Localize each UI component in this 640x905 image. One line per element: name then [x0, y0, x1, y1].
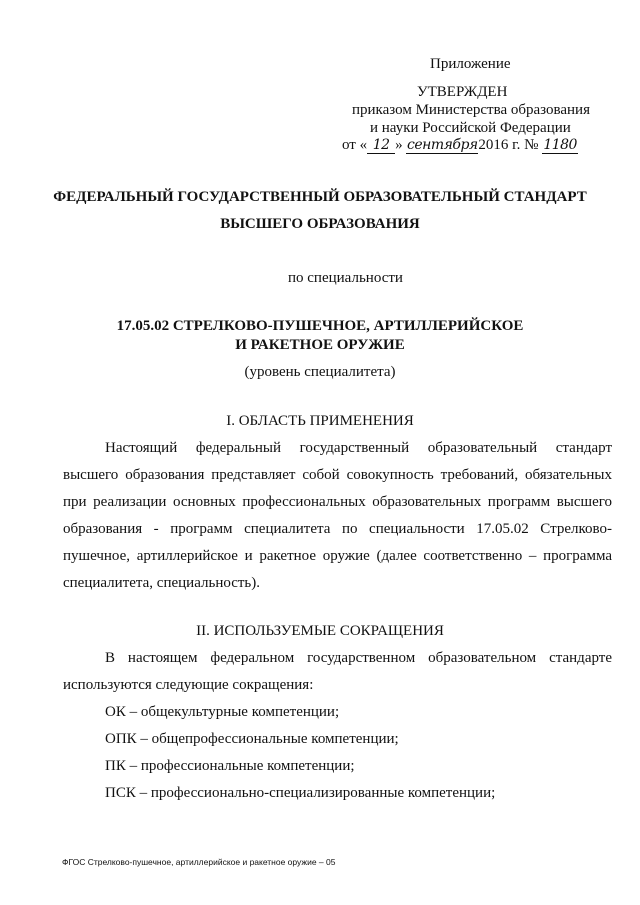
document-title-line-1: ФЕДЕРАЛЬНЫЙ ГОСУДАРСТВЕННЫЙ ОБРАЗОВАТЕЛЬНЫЙ СТАНДАРТ [53, 189, 587, 205]
approved-label: УТВЕРЖДЕН [417, 84, 508, 100]
abbreviation-item-pk: ПК – профессиональные компетенции; [105, 758, 355, 774]
abbreviation-item-opk: ОПК – общепрофессиональные компетенции; [105, 731, 399, 747]
section-1-line-1: Настоящий федеральный государственный образовательный стандарт [105, 440, 612, 456]
order-line-1: приказом Министерства образования [352, 102, 590, 118]
abbreviation-item-psk: ПСК – профессионально-специализированные компетенции; [105, 785, 496, 801]
abbreviation-item-ok: ОК – общекультурные компетенции; [105, 704, 340, 720]
order-day: 12 [367, 138, 395, 154]
order-number: 1180 [543, 137, 577, 153]
section-1-line-3: при реализации основных профессиональных образовательных программ высшего [63, 494, 612, 510]
date-year: 2016 г. № [478, 137, 539, 153]
section-2-heading: II. ИСПОЛЬЗУЕМЫЕ СОКРАЩЕНИЯ [196, 623, 444, 639]
order-line-2: и науки Российской Федерации [370, 120, 571, 136]
section-1-line-4: образования - программ специалитета по специальности 17.05.02 Стрелково- [63, 521, 612, 537]
section-2-intro-line-2: используются следующие сокращения: [63, 677, 314, 693]
section-1-line-6: специалитета, специальность). [63, 575, 261, 591]
specialty-line-1: 17.05.02 СТРЕЛКОВО-ПУШЕЧНОЕ, АРТИЛЛЕРИЙСКОЕ [116, 318, 524, 334]
date-prefix: от « [342, 137, 368, 153]
order-date-line [342, 137, 578, 154]
section-1-heading: I. ОБЛАСТЬ ПРИМЕНЕНИЯ [226, 413, 414, 429]
by-specialty-label: по специальности [288, 270, 403, 286]
date-mid: » [395, 137, 403, 153]
document-title-line-2: ВЫСШЕГО ОБРАЗОВАНИЯ [220, 216, 420, 232]
specialty-line-2: И РАКЕТНОЕ ОРУЖИЕ [235, 337, 405, 353]
page-footer: ФГОС Стрелково-пушечное, артиллерийское и ракетное оружие – 05 [62, 857, 336, 867]
section-2-intro-line-1: В настоящем федеральном государственном образовательном стандарте [105, 650, 612, 666]
order-month: сентября [407, 137, 478, 153]
section-1-line-5: пушечное, артиллерийское и ракетное оружие (далее соответственно – программа [63, 548, 612, 564]
section-1-line-2: высшего образования представляет собой совокупность требований, обязательных [63, 467, 612, 483]
level-label: (уровень специалитета) [244, 364, 396, 380]
appendix-label: Приложение [430, 56, 511, 72]
